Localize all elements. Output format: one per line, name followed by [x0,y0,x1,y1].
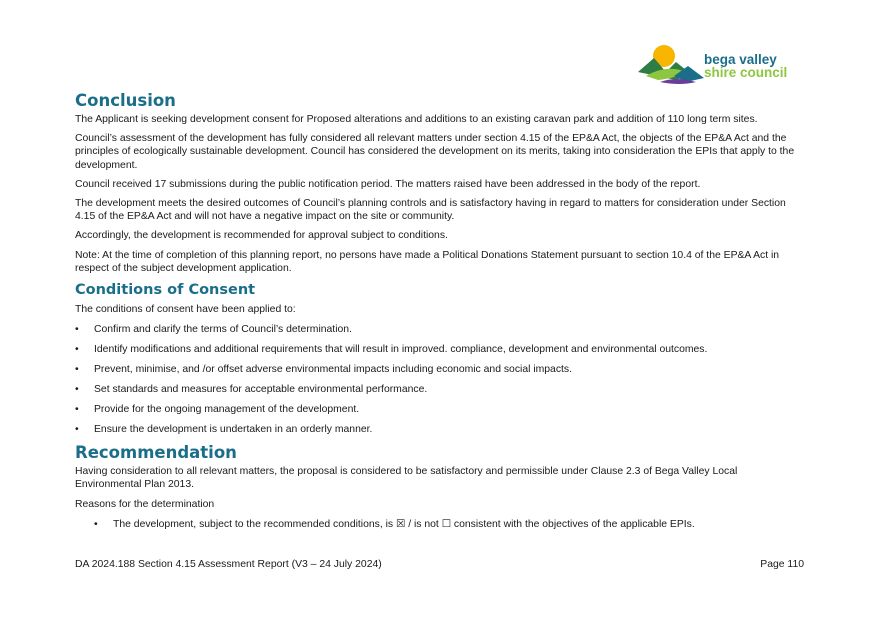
recommendation-paragraph: Having consideration to all relevant matters, the proposal is considered to be satisfactory and permissible under Clause 2.3 of Bega Valley Local Environmental Plan 2013. [75,466,738,491]
council-logo [636,42,806,98]
list-item: • Identify modifications and additional requirements that will result in improved. compliance, development and environmental outcomes. [75,343,805,356]
page-number: Page 110 [760,559,804,570]
conclusion-paragraph: Accordingly, the development is recommended for approval subject to conditions. [75,230,448,242]
conclusion-paragraph: Council received 17 submissions during the public notification period. The matters raised have been addressed in the body of the report. [75,178,701,190]
conclusion-paragraph: Note: At the time of completion of this planning report, no persons have made a Political Donations Statement pursuant to section 10.4 of the EP&A Act in respect of the subject development application. [75,249,780,274]
conclusion-paragraph: The Applicant is seeking development consent for Proposed alterations and additions to an existing caravan park and addition of 110 long term sites. [75,114,758,125]
conditions-intro: The conditions of consent have been applied to: [75,304,296,316]
list-item: • Set standards and measures for acceptable environmental performance. [75,383,805,396]
conclusion-paragraph: The development meets the desired outcomes of Council’s planning controls and is satisfactory having in regard to matters for consideration under Section 4.15 of the EP&A Act and will not have a negative impact on the site or community. [75,198,786,223]
conclusion-heading: Conclusion [75,91,176,110]
list-item: • Prevent, minimise, and /or offset adverse environmental impacts including economic and social impacts. [75,363,805,376]
footer-document-title: DA 2024.188 Section 4.15 Assessment Report (V3 – 24 July 2024) [75,559,382,570]
conditions-list [75,323,805,436]
logo-mark-icon [636,42,706,92]
report-body [75,91,805,531]
list-item: • The development, subject to the recommended conditions, is ☒ / is not ☐ consistent with the objectives of the applicable EPIs. [94,518,805,531]
recommendation-heading: Recommendation [75,443,237,463]
reasons-list [75,518,805,531]
list-item: • Provide for the ongoing management of the development. [75,403,805,416]
logo-line-2: shire council [704,65,788,80]
logo-line-1: bega valley [704,52,777,67]
list-item: • Ensure the development is undertaken in an orderly manner. [75,423,805,436]
reasons-label: Reasons for the determination [75,498,215,510]
conclusion-paragraph: Council’s assessment of the development has fully considered all relevant matters under section 4.15 of the EP&A Act, the objects of the EP&A Act and the principles of ecologically sustainable development. Council has considered the development on its merits, taking into consideration the EPIs that apply to the development. [75,133,795,171]
list-item: • Confirm and clarify the terms of Council’s determination. [75,323,805,336]
conditions-heading: Conditions of Consent [75,282,256,299]
logo-text [704,53,787,79]
